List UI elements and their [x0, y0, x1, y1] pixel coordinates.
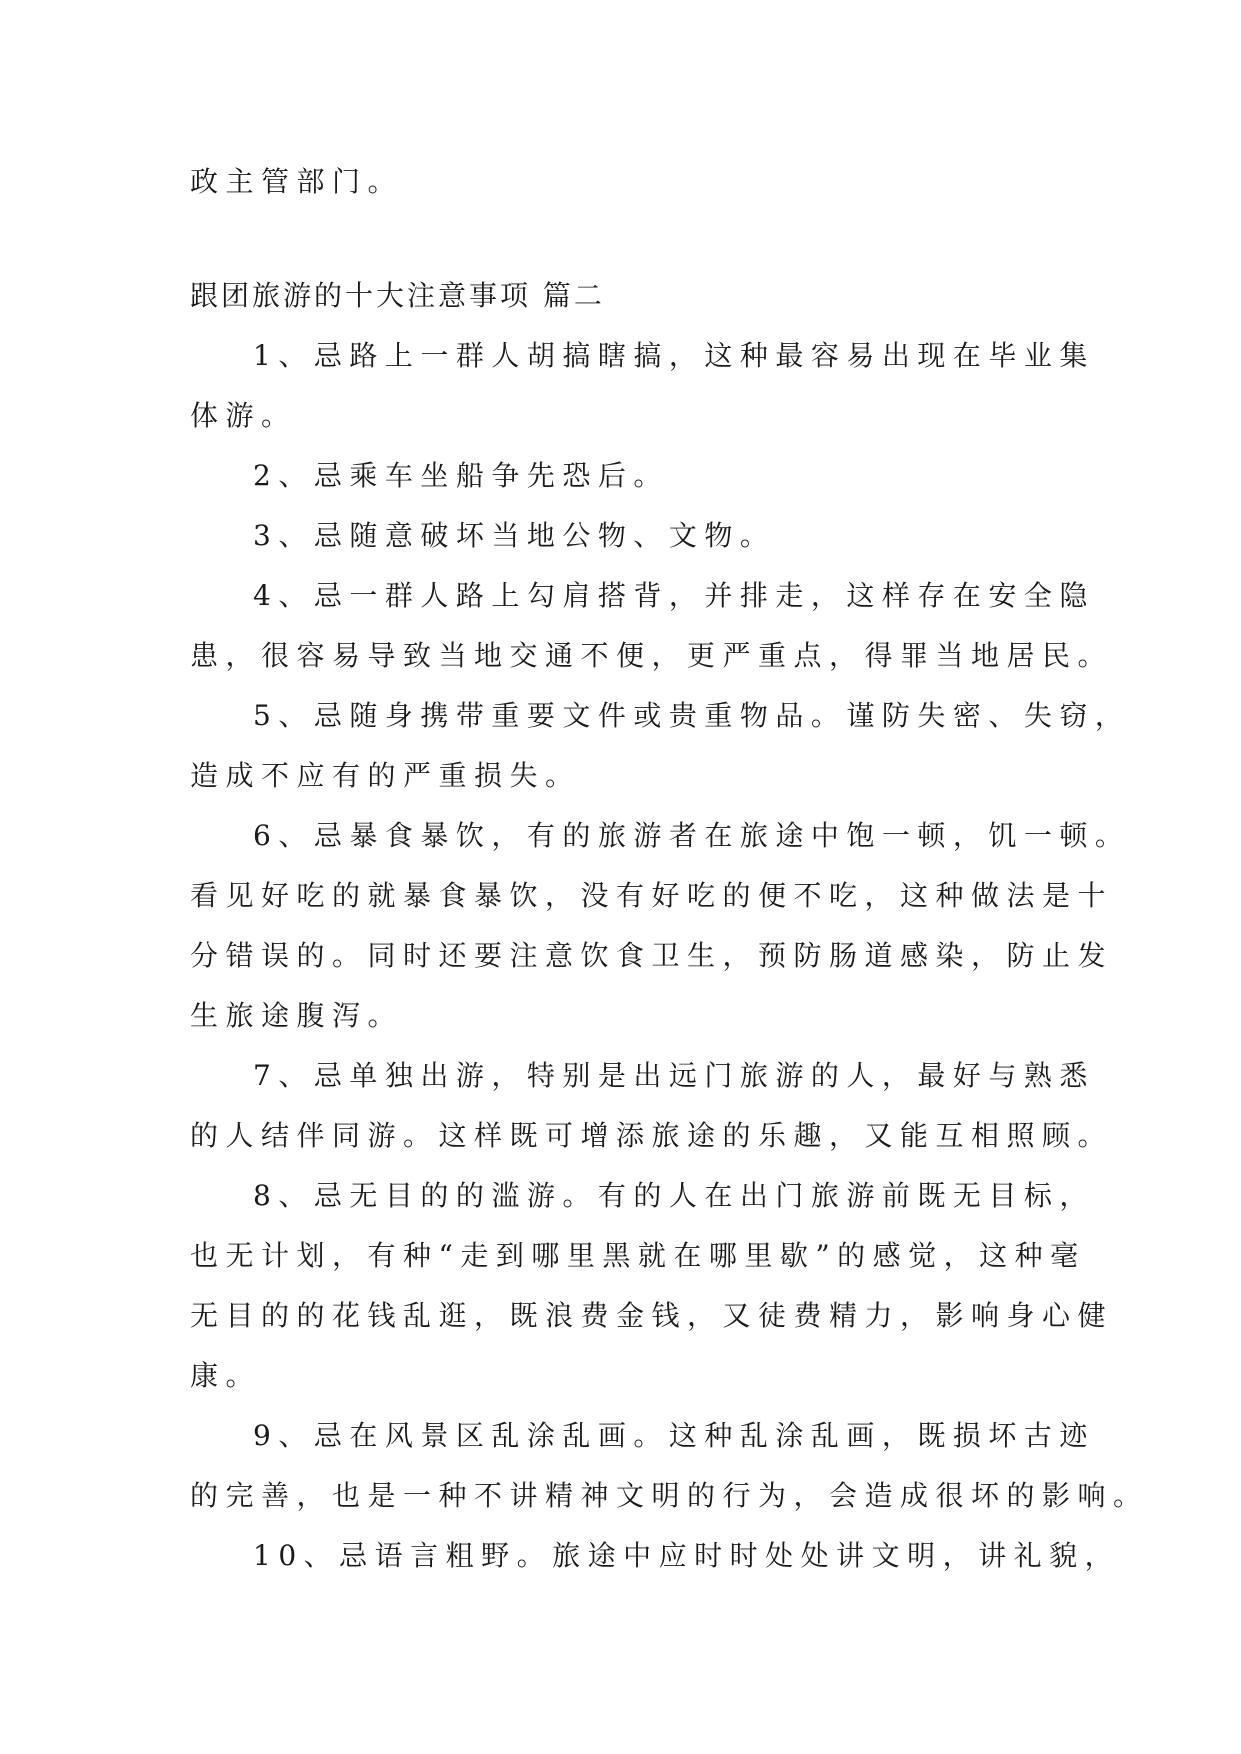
- list-item-3: 3、忌随意破坏当地公物、文物。: [253, 519, 776, 552]
- list-item-10: 10、忌语言粗野。旅途中应时时处处讲文明，讲礼貌，: [253, 1539, 1121, 1572]
- list-item-7: 7、忌单独出游，特别是出远门旅游的人，最好与熟悉: [253, 1059, 1095, 1092]
- list-item-7-continuation: 的人结伴同游。这样既可增添旅途的乐趣，又能互相照顾。: [190, 1119, 1114, 1152]
- list-item-1-continuation: 体游。: [190, 399, 297, 432]
- list-item-2: 2、忌乘车坐船争先恐后。: [253, 459, 669, 492]
- list-item-8-continuation: 无目的的花钱乱逛，既浪费金钱，又徒费精力，影响身心健: [190, 1299, 1114, 1332]
- list-item-6-continuation: 看见好吃的就暴食暴饮，没有好吃的便不吃，这种做法是十: [190, 879, 1114, 912]
- list-item-8-continuation: 康。: [190, 1359, 262, 1392]
- list-item-4-continuation: 患，很容易导致当地交通不便，更严重点，得罪当地居民。: [190, 639, 1114, 672]
- list-item-1: 1、忌路上一群人胡搞瞎搞，这种最容易出现在毕业集: [253, 339, 1095, 372]
- list-item-4: 4、忌一群人路上勾肩搭背，并排走，这样存在安全隐: [253, 579, 1095, 612]
- list-item-5-continuation: 造成不应有的严重损失。: [190, 759, 581, 792]
- list-item-8: 8、忌无目的的滥游。有的人在出门旅游前既无目标，: [253, 1179, 1095, 1212]
- list-item-9: 9、忌在风景区乱涂乱画。这种乱涂乱画，既损坏古迹: [253, 1419, 1095, 1452]
- list-item-9-continuation: 的完善，也是一种不讲精神文明的行为，会造成很坏的影响。: [190, 1479, 1149, 1512]
- list-item-6-continuation: 生旅途腹泻。: [190, 999, 404, 1032]
- list-item-6: 6、忌暴食暴饮，有的旅游者在旅途中饱一顿，饥一顿。: [253, 819, 1131, 852]
- section-heading: 跟团旅游的十大注意事项 篇二: [190, 279, 605, 312]
- list-item-6-continuation: 分错误的。同时还要注意饮食卫生，预防肠道感染，防止发: [190, 939, 1114, 972]
- continuation-text: 政主管部门。: [190, 165, 404, 198]
- list-item-8-continuation: 也无计划，有种“走到哪里黑就在哪里歇”的感觉，这种毫: [190, 1239, 1086, 1272]
- list-item-5: 5、忌随身携带重要文件或贵重物品。谨防失密、失窃，: [253, 699, 1131, 732]
